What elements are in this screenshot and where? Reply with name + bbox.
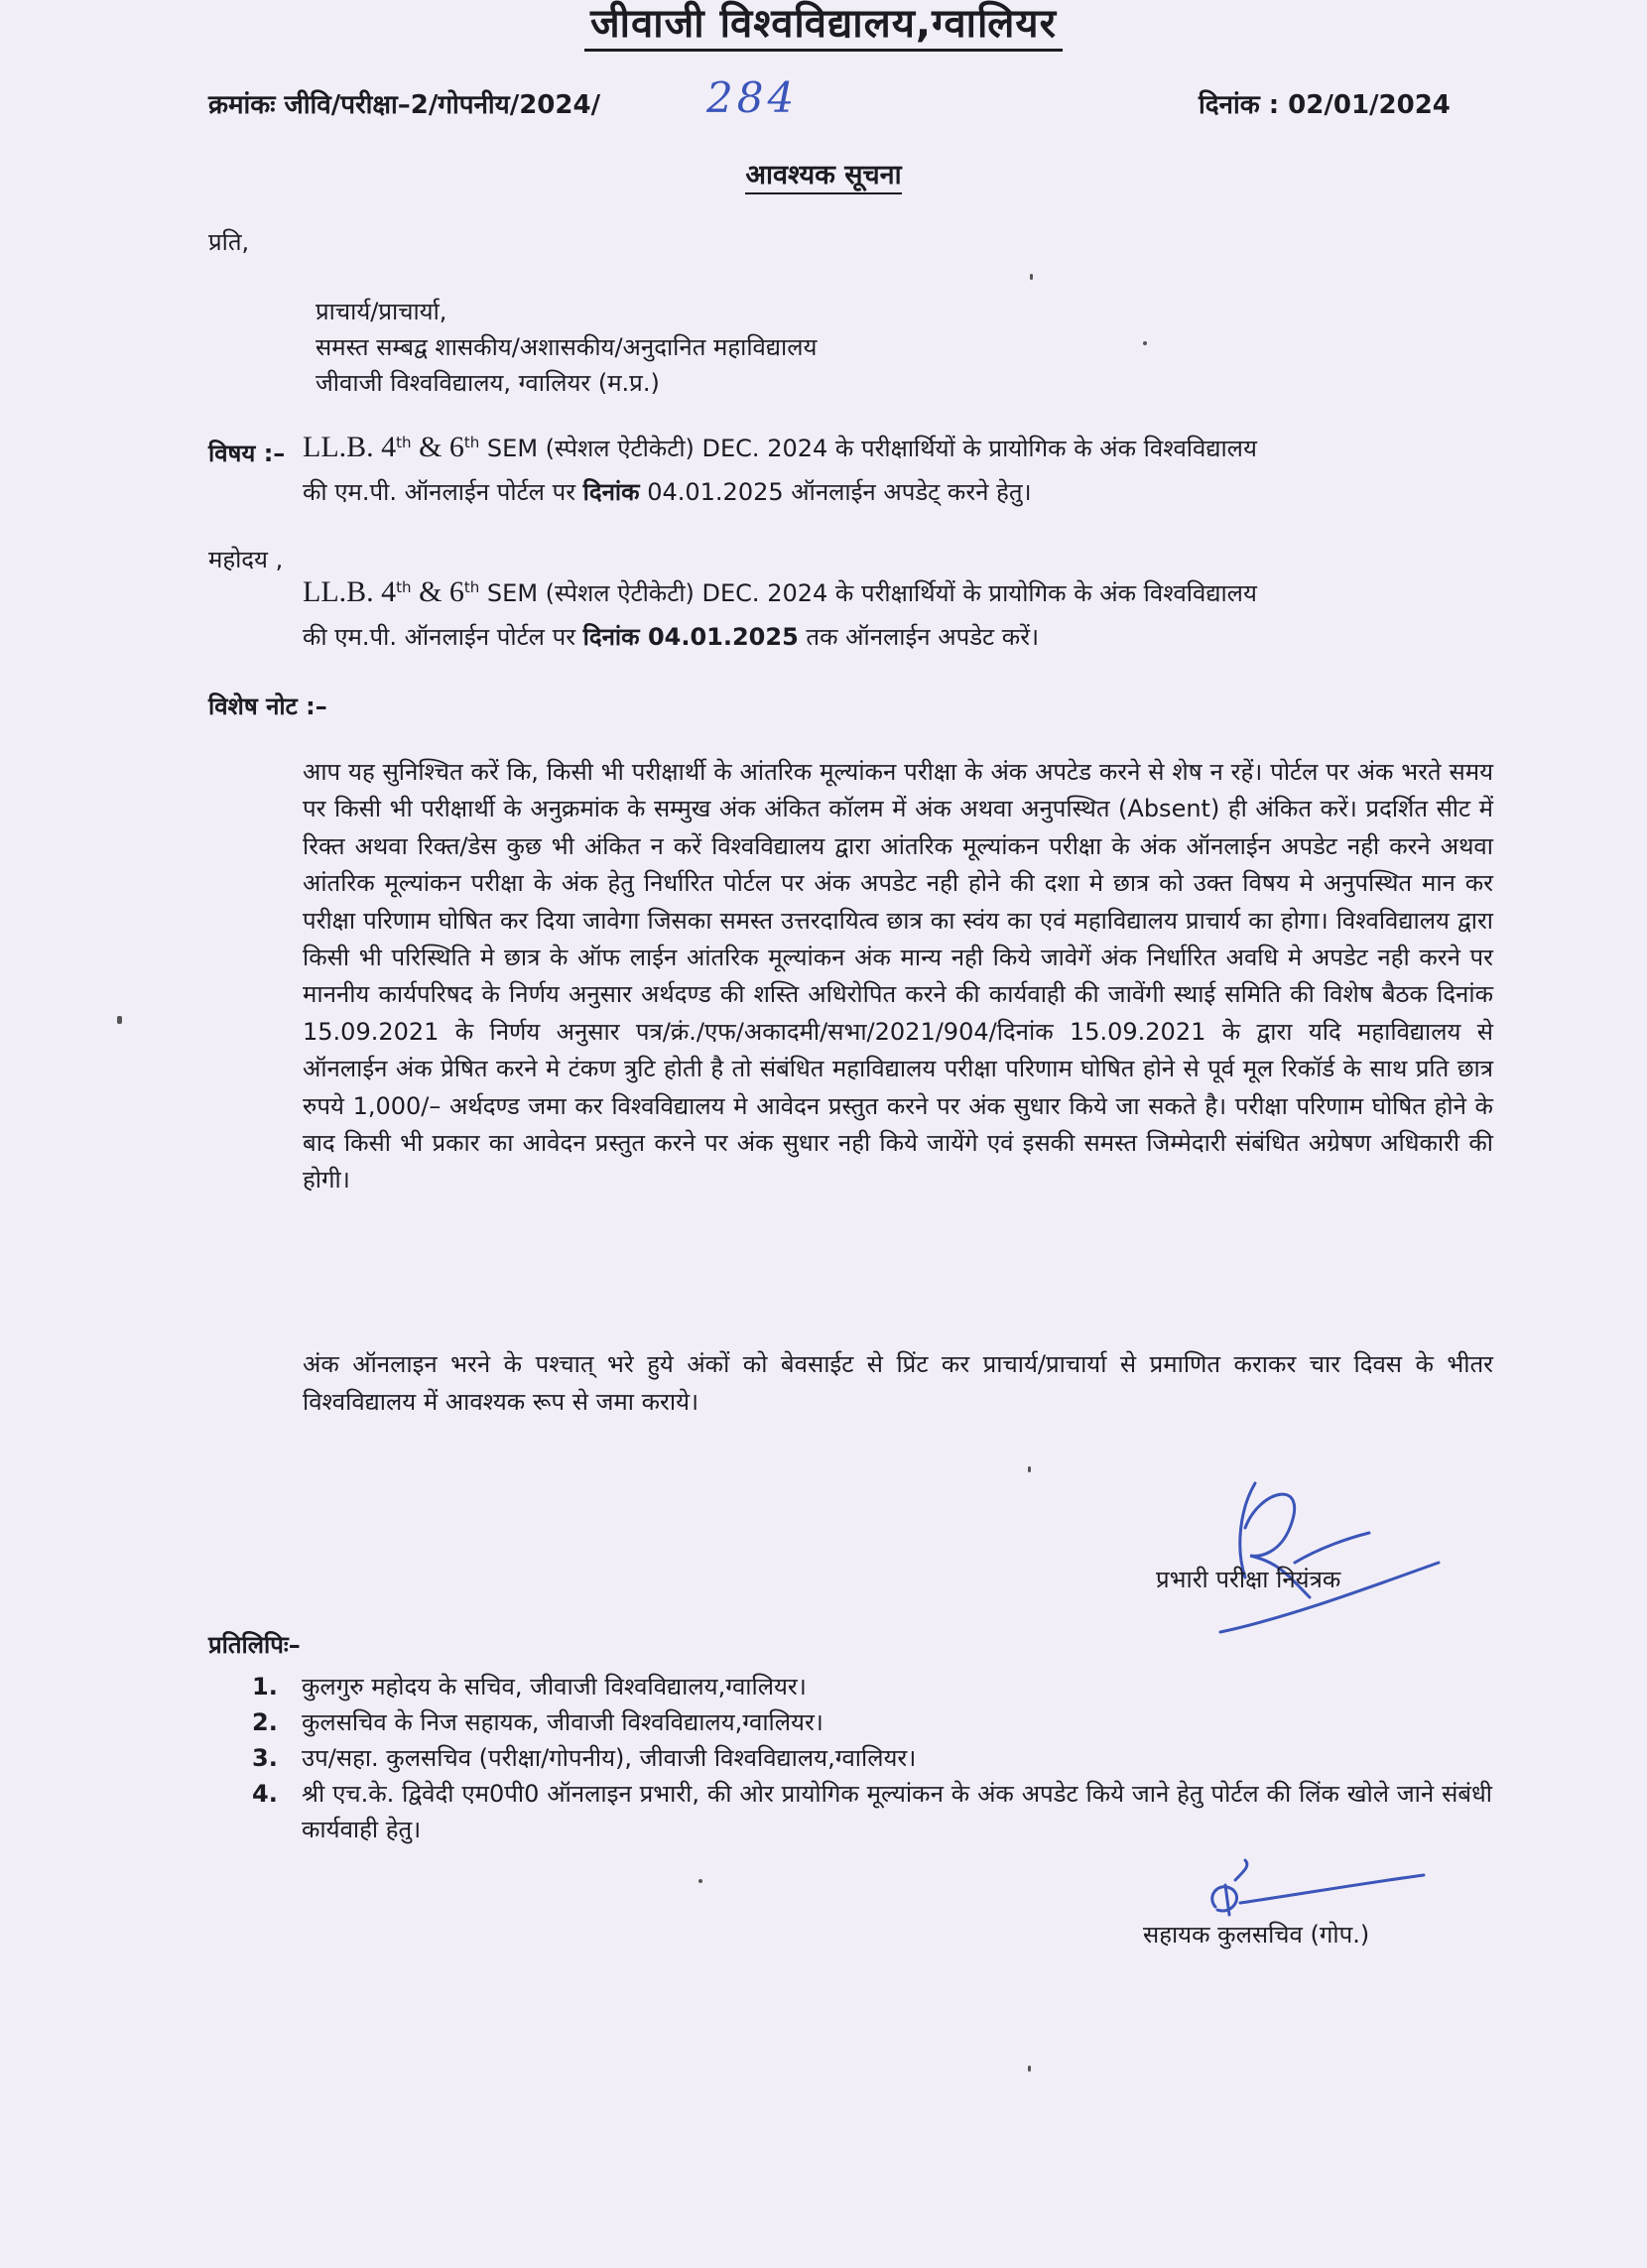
list-item: 4. श्री एच.के. द्विवेदी एम0पी0 ऑनलाइन प्रभारी, की ओर प्रायोगिक मूल्यांकन के अंक अपडेट किये जाने हेतु पोर्टल की लिंक खोले जाने संबंधी कार्यवाही हेतु।: [252, 1780, 1492, 1843]
scan-speck: [1030, 274, 1033, 280]
special-note-paragraph-1: आप यह सुनिश्चित करें कि, किसी भी परीक्षार्थी के आंतरिक मूल्यांकन परीक्षा के अंक अपटेड करने से शेष न रहें। पोर्टल पर अंक भरते समय पर किसी भी परीक्षार्थी के अनुक्रमांक के सम्मुख अंक अंकित कॉलम में अंक अथवा अनुपस्थित (Absent) ही अंकित करें। प्रदर्शित सीट में रिक्त अथवा रिक्त/डेस कुछ भी अंकित न करें विश्वविद्यालय द्वारा आंतरिक मूल्यांकन परीक्षा के अंक ऑनलाईन अपडेट नही करने अथवा आंतरिक मूल्यांकन परीक्षा के अंक हेतु निर्धारित पोर्टल पर अंक अपडेट नही होने की दशा मे छात्र को उक्त विषय मे अनुपस्थित मान कर परीक्षा परिणाम घोषित कर दिया जावेगा जिसका समस्त उत्तरदायित्व छात्र का स्वंय का एवं महाविद्यालय प्राचार्य का होगा। विश्वविद्यालय द्वारा किसी भी परिस्थिति मे छात्र के ऑफ लाईन आंतरिक मूल्यांकन अंक मान्य नही किये जावेगें अंक निर्धारित अवधि मे अपडेट नही करने पर माननीय कार्यपरिषद के निर्णय अनुसार अर्थदण्ड की शस्ति अधिरोपित करने की कार्यवाही की जावेंगी स्थाई समिति की विशेष बैठक दिनांक 15.09.2021 के निर्णय अनुसार पत्र/क्रं./एफ/अकादमी/सभा/2021/904/दिनांक 15.09.2021 के द्वारा यदि महाविद्यालय से ऑनलाईन अंक प्रेषित करने मे टंकण त्रुटि होती है तो संबंधित महाविद्यालय परीक्षा परिणाम घोषित होने से पूर्व मूल रिकॉर्ड के साथ प्रति छात्र रुपये 1,000/– अर्थदण्ड जमा कर विश्वविद्यालय मे आवेदन प्रस्तुत करने पर अंक सुधार किये जा सकते है। परीक्षा परिणाम घोषित होने के बाद किसी भी प्रकार का आवेदन प्रस्तुत करने पर अंक सुधार नही किये जायेंगे एवं इसकी समस्त जिम्मेदारी संबंधित अग्रेषण अधिकारी की होगी।: [303, 758, 1493, 1195]
copy-to-label: प्रतिलिपिः–: [208, 1631, 301, 1659]
signatory-assistant-registrar: सहायक कुलसचिव (गोप.): [1143, 1921, 1370, 1949]
scan-speck: [1143, 341, 1147, 345]
scan-speck: [1028, 2066, 1031, 2072]
copy-to-list: [252, 1669, 1492, 1847]
subject-line-1: LL.B. 4th & 6th SEM (स्पेशल ऐटीकेटी) DEC. 2024 के परीक्षार्थियों के प्रायोगिक के अंक विश्वविद्यालय: [303, 431, 1257, 463]
special-note-label: विशेष नोट :–: [208, 693, 327, 720]
signature-1-icon: [1201, 1468, 1449, 1647]
signatory-exam-controller: प्रभारी परीक्षा नियंत्रक: [1156, 1566, 1341, 1593]
subject-label: विषय :–: [208, 440, 286, 467]
letter-date: दिनांक : 02/01/2024: [1199, 90, 1451, 120]
to-line-3: जीवाजी विश्वविद्यालय, ग्वालियर (म.प्र.): [316, 369, 660, 397]
salutation-label: महोदय ,: [208, 546, 284, 573]
special-note-paragraph-2: अंक ऑनलाइन भरने के पश्चात् भरे हुये अंकों को बेवसाईट से प्रिंट कर प्राचार्य/प्राचार्या से प्रमाणित कराकर चार दिवस के भीतर विश्वविद्यालय में आवश्यक रूप से जमा कराये।: [303, 1350, 1493, 1416]
subject-line-2: की एम.पी. ऑनलाईन पोर्टल पर दिनांक 04.01.2025 ऑनलाईन अपडेट् करने हेतु।: [303, 478, 1032, 506]
to-label: प्रति,: [208, 228, 250, 256]
scan-speck: [698, 1879, 702, 1883]
to-line-1: प्राचार्य/प्राचार्या,: [316, 298, 447, 325]
salutation-line-1: LL.B. 4th & 6th SEM (स्पेशल ऐटीकेटी) DEC. 2024 के परीक्षार्थियों के प्रायोगिक के अंक विश्वविद्यालय: [303, 575, 1257, 608]
university-title: जीवाजी विश्वविद्यालय,ग्वालियर: [0, 0, 1647, 49]
scan-speck: [1028, 1466, 1031, 1472]
handwritten-dispatch-number: 284: [706, 73, 799, 122]
list-item: 3. उप/सहा. कुलसचिव (परीक्षा/गोपनीय), जीवाजी विश्वविद्यालय,ग्वालियर।: [252, 1744, 917, 1772]
to-line-2: समस्त सम्बद्व शासकीय/अशासकीय/अनुदानित महाविद्यालय: [316, 333, 818, 361]
scan-speck: [117, 1016, 122, 1024]
salutation-line-2: की एम.पी. ऑनलाईन पोर्टल पर दिनांक 04.01.2025 तक ऑनलाईन अपडेट करें।: [303, 623, 1040, 651]
list-item: 2. कुलसचिव के निज सहायक, जीवाजी विश्वविद्यालय,ग्वालियर।: [252, 1708, 824, 1736]
notice-title: आवश्यक सूचना: [0, 155, 1647, 191]
list-item: 1. कुलगुरु महोदय के सचिव, जीवाजी विश्वविद्यालय,ग्वालियर।: [252, 1673, 807, 1701]
reference-number: क्रमांकः जीवि/परीक्षा–2/गोपनीय/2024/: [208, 90, 601, 120]
